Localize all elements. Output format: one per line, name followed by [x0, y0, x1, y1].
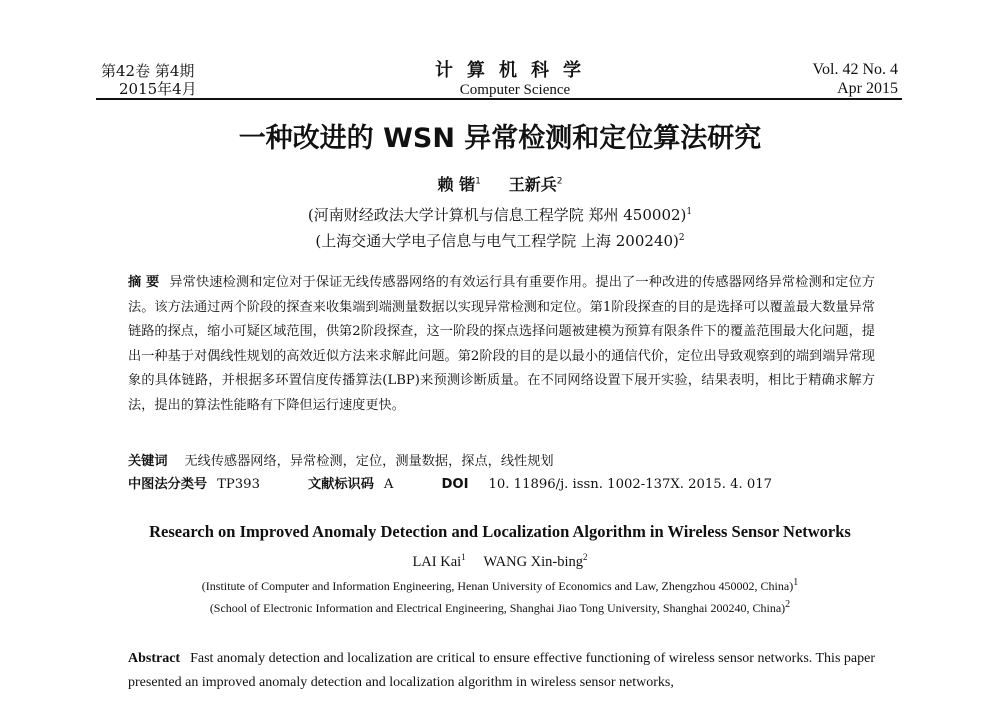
doc-code-value: A	[383, 477, 394, 492]
affiliation-en-1-sup: 1	[793, 577, 799, 588]
journal-name-cn: 计算机科学	[435, 60, 595, 81]
abstract-en-text: Fast anomaly detection and localization are critical to ensure effective functioning of wireless sensor networks. This paper presented an improved anomaly detection and localization algorithm in wireless sensor networks,	[128, 651, 875, 690]
author-2-en-sup: 2	[583, 552, 588, 562]
affiliation-en-2-sup: 2	[785, 599, 791, 610]
author-1-en: LAI Kai	[412, 553, 462, 570]
author-2-en: WANG Xin-bing	[483, 553, 584, 570]
journal-name-en: Computer Science	[459, 82, 571, 98]
keywords-cn	[128, 450, 554, 469]
affiliation-cn-2-text: (上海交通大学电子信息与电气工程学院 上海 200240)	[315, 232, 679, 250]
affiliation-cn-1-sup: 1	[686, 207, 693, 217]
affiliation-cn-2-sup: 2	[678, 233, 685, 243]
author-1-en-sup: 1	[461, 552, 466, 562]
keywords-cn-text: 无线传感器网络，异常检测，定位，测量数据，探点，线性规划	[184, 454, 554, 469]
affiliation-en-1	[0, 577, 1000, 594]
header-rule	[96, 98, 902, 100]
clc-label: 中图法分类号	[128, 477, 208, 492]
journal-name	[420, 60, 610, 99]
authors-en	[0, 552, 1000, 571]
abstract-en	[128, 647, 875, 695]
affiliation-cn-1	[0, 204, 1000, 225]
affiliation-en-1-text: (Institute of Computer and Information Engineering, Henan University of Economics and Law, Zhengzhou 450002, China)	[201, 579, 794, 593]
authors-cn	[0, 172, 1000, 195]
author-2-sup: 2	[556, 176, 563, 187]
header-date-en: Apr 2015	[837, 80, 898, 97]
clc-value: TP393	[217, 477, 260, 492]
doi-value: 10. 11896/j. issn. 1002-137X. 2015. 4. 017	[488, 477, 773, 492]
affiliation-en-2	[0, 599, 1000, 616]
classification-line	[128, 473, 772, 492]
doi-label: DOI	[441, 477, 469, 492]
affiliation-en-2-text: (School of Electronic Information and Electrical Engineering, Shanghai Jiao Tong University, Shanghai 200240, China)	[209, 601, 786, 615]
abstract-cn-text: 异常快速检测和定位对于保证无线传感器网络的有效运行具有重要作用。提出了一种改进的传感器网络异常检测和定位方法。该方法通过两个阶段的探查来收集端到端测量数据以实现异常检测和定位。第1阶段探查的目的是选择可以覆盖最大数量异常链路的探点，缩小可疑区域范围，供第2阶段探查，这一阶段的探点选择问题被建模为预算有限条件下的覆盖范围最大化问题，提出一种基于对偶线性规划的高效近似方法来求解此问题。第2阶段的目的是以最小的通信代价，定位出导致观察到的端到端异常现象的具体链路，并根据多环置信度传播算法(LBP)来预测诊断质量。在不同网络设置下展开实验，结果表明，相比于精确求解方法，提出的算法性能略有下降但运行速度更快。	[128, 275, 875, 413]
author-1: 赖 锴	[437, 175, 476, 194]
affiliation-cn-1-text: (河南财经政法大学计算机与信息工程学院 郑州 450002)	[307, 206, 687, 224]
author-2: 王新兵	[508, 175, 557, 194]
header-issue-cn	[101, 62, 197, 98]
header-volume-en: Vol. 42 No. 4	[812, 61, 898, 78]
affiliation-cn-2	[0, 230, 1000, 251]
paper-title-cn: 一种改进的 WSN 异常检测和定位算法研究	[238, 123, 762, 154]
abstract-en-label: Abstract	[128, 651, 181, 666]
author-1-sup: 1	[475, 176, 481, 187]
abstract-cn-label: 摘 要	[128, 275, 160, 290]
doc-code-label: 文献标识码	[307, 477, 374, 492]
header-date-cn: 2015年4月	[119, 80, 197, 98]
header-issue-en	[768, 60, 898, 98]
keywords-cn-label: 关键词	[128, 454, 168, 469]
header-volume-cn: 第42卷 第4期	[101, 62, 195, 80]
abstract-cn	[128, 271, 875, 418]
paper-title-en: Research on Improved Anomaly Detection and Localization Algorithm in Wireless Sensor Networks	[149, 522, 851, 541]
